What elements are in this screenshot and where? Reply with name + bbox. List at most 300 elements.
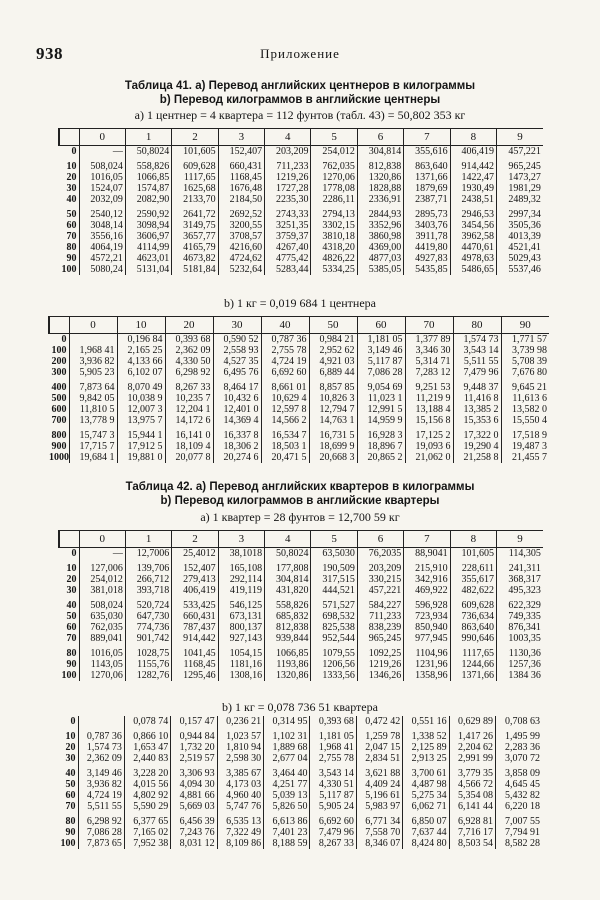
table-cell: 7,716 17 xyxy=(449,827,495,838)
table-cell: 152,407 xyxy=(172,559,218,574)
table-cell: 444,521 xyxy=(311,585,357,596)
table-cell: 5334,25 xyxy=(311,264,357,275)
column-header: 3 xyxy=(218,129,264,146)
table-cell: 5435,85 xyxy=(404,264,450,275)
table-cell: — xyxy=(79,548,125,560)
table-cell: 4,330 50 xyxy=(165,356,213,367)
table-cell: 952,544 xyxy=(311,633,357,644)
table-cell: 5385,05 xyxy=(357,264,403,275)
table-cell: 3,543 14 xyxy=(453,345,501,356)
table-cell: 6,928 81 xyxy=(449,812,495,827)
table-cell: 9,251 53 xyxy=(405,378,453,393)
table-cell: 2692,52 xyxy=(218,205,264,220)
table-cell: 8,267 33 xyxy=(310,838,356,849)
table-cell: 1,102 31 xyxy=(264,727,310,742)
table-cell: 4,724 19 xyxy=(261,356,309,367)
table-cell: 1041,45 xyxy=(172,644,218,659)
table-cell: 3,739 98 xyxy=(501,345,549,356)
table-cell: 50,8024 xyxy=(125,146,171,158)
table-cell: 50,8024 xyxy=(265,548,311,560)
table-cell: 914,442 xyxy=(172,633,218,644)
table-cell: 3098,94 xyxy=(125,220,171,231)
table-cell: 2540,12 xyxy=(79,205,125,220)
table-row xyxy=(58,827,542,838)
table-cell: 2641,72 xyxy=(172,205,218,220)
table-cell: 368,317 xyxy=(497,574,543,585)
table-cell: 1092,25 xyxy=(357,644,403,659)
table-row xyxy=(49,426,549,441)
table-row xyxy=(49,441,549,452)
table-cell: 10,826 3 xyxy=(309,393,357,404)
table-cell: 1,338 52 xyxy=(403,727,449,742)
table-cell: 14,959 9 xyxy=(357,415,405,426)
table-cell: 25,4012 xyxy=(172,548,218,560)
column-header: 40 xyxy=(261,317,309,334)
table-cell: 4927,83 xyxy=(404,253,450,264)
table-cell: 3251,35 xyxy=(265,220,311,231)
column-header: 0 xyxy=(79,531,125,548)
table-cell: 19,881 0 xyxy=(117,452,165,463)
table-cell: 1066,85 xyxy=(125,172,171,183)
column-header: 9 xyxy=(497,531,543,548)
table-cell: 5029,43 xyxy=(497,253,543,264)
table-cell: 1422,47 xyxy=(450,172,496,183)
table-cell: 0,944 84 xyxy=(171,727,217,742)
table-cell: 876,341 xyxy=(497,622,543,633)
table-cell: 1143,05 xyxy=(79,659,125,670)
table-cell: 63,5030 xyxy=(311,548,357,560)
row-label: 90 xyxy=(58,827,78,838)
table-cell: 673,131 xyxy=(218,611,264,622)
table-cell: 2133,70 xyxy=(172,194,218,205)
row-label: 500 xyxy=(49,393,69,404)
table-cell: 4064,19 xyxy=(79,242,125,253)
table-cell: 1,377 89 xyxy=(405,334,453,346)
column-header: 5 xyxy=(311,129,357,146)
column-header: 1 xyxy=(125,129,171,146)
table-cell: 215,910 xyxy=(404,559,450,574)
table-cell: 482,622 xyxy=(450,585,496,596)
table-cell: 17,715 7 xyxy=(69,441,117,452)
row-label: 60 xyxy=(59,622,79,633)
row-label: 90 xyxy=(59,659,79,670)
table-row xyxy=(59,644,543,659)
table-cell: 660,431 xyxy=(218,157,264,172)
table-cell: 10,038 9 xyxy=(117,393,165,404)
table-cell: 1371,66 xyxy=(450,670,496,681)
table-row xyxy=(58,727,542,742)
table-cell: 3911,78 xyxy=(404,231,450,242)
table-cell: 3,149 46 xyxy=(357,345,405,356)
table-cell: 457,221 xyxy=(357,585,403,596)
table-cell: 1155,76 xyxy=(125,659,171,670)
table-cell: 8,582 28 xyxy=(496,838,542,849)
header-row xyxy=(49,317,549,334)
table-cell: 1282,76 xyxy=(125,670,171,681)
table-cell: 1117,65 xyxy=(172,172,218,183)
table-cell: 6,692 60 xyxy=(310,812,356,827)
table-cell: 19,684 1 xyxy=(69,452,117,463)
table-cell: 7,283 12 xyxy=(405,367,453,378)
table-cell: 2,755 78 xyxy=(310,753,356,764)
table-cell: 17,322 0 xyxy=(453,426,501,441)
table-cell: 2,519 57 xyxy=(171,753,217,764)
table-cell: 4,251 77 xyxy=(264,779,310,790)
table-cell: 8,188 59 xyxy=(264,838,310,849)
column-header: 6 xyxy=(357,129,403,146)
table-cell: 114,305 xyxy=(497,548,543,560)
table-cell: 1308,16 xyxy=(218,670,264,681)
table-cell: 20,865 2 xyxy=(357,452,405,463)
table-cell: 16,337 8 xyxy=(213,426,261,441)
table-cell: 279,413 xyxy=(172,574,218,585)
table-cell: 1231,96 xyxy=(404,659,450,670)
table-cell: 1524,07 xyxy=(79,183,125,194)
table-cell: 1981,29 xyxy=(497,183,543,194)
row-label: 0 xyxy=(59,548,79,560)
row-label: 100 xyxy=(58,838,78,849)
table-cell: 736,634 xyxy=(450,611,496,622)
table-cell: 11,219 9 xyxy=(405,393,453,404)
table-cell: 11,023 1 xyxy=(357,393,405,404)
table-row xyxy=(58,779,542,790)
table-cell: 5,669 03 xyxy=(171,801,217,812)
table-cell: 7,086 28 xyxy=(78,827,124,838)
table-cell: 4724,62 xyxy=(218,253,264,264)
table-cell: 21,455 7 xyxy=(501,452,549,463)
table-cell: 18,699 9 xyxy=(309,441,357,452)
table-cell: 9,054 69 xyxy=(357,378,405,393)
table-cell: 1,889 68 xyxy=(264,742,310,753)
table-cell: 533,425 xyxy=(172,596,218,611)
row-label: 70 xyxy=(59,633,79,644)
table-cell: 812,838 xyxy=(357,157,403,172)
table-cell: 254,012 xyxy=(79,574,125,585)
table-cell: 8,661 01 xyxy=(261,378,309,393)
table-row xyxy=(49,334,549,346)
table-cell: 12,991 5 xyxy=(357,404,405,415)
header-row xyxy=(59,531,543,548)
table-cell: 5,826 50 xyxy=(264,801,310,812)
table-cell: 5,354 08 xyxy=(449,790,495,801)
table-cell: 6,141 44 xyxy=(449,801,495,812)
table-cell: 317,515 xyxy=(311,574,357,585)
table-cell: 203,209 xyxy=(265,146,311,158)
page-number: 938 xyxy=(36,44,63,63)
table-cell: 4013,39 xyxy=(497,231,543,242)
table-row xyxy=(59,670,543,681)
table-cell: 8,424 80 xyxy=(403,838,449,849)
table-cell xyxy=(78,716,124,727)
table-cell: 5,117 87 xyxy=(310,790,356,801)
table-cell: 266,712 xyxy=(125,574,171,585)
table-cell: 1879,69 xyxy=(404,183,450,194)
table-cell: 13,582 0 xyxy=(501,404,549,415)
table-cell: 4,487 98 xyxy=(403,779,449,790)
table-cell: 14,172 6 xyxy=(165,415,213,426)
table-cell: 2946,53 xyxy=(450,205,496,220)
table-cell: 13,975 7 xyxy=(117,415,165,426)
row-label: 50 xyxy=(58,779,78,790)
table-cell: 2,362 09 xyxy=(165,345,213,356)
table-cell: 241,311 xyxy=(497,559,543,574)
table-cell: 5,590 29 xyxy=(124,801,170,812)
table-cell: 1168,45 xyxy=(218,172,264,183)
table-cell: 2,440 83 xyxy=(124,753,170,764)
row-label: 10 xyxy=(59,559,79,574)
table-row xyxy=(49,378,549,393)
table-42a-caption: a) 1 квартер = 28 фунтов = 12,700 59 кг xyxy=(200,510,400,524)
table-cell: 381,018 xyxy=(79,585,125,596)
table-cell: 177,808 xyxy=(265,559,311,574)
table-row xyxy=(58,753,542,764)
table-cell: 1727,28 xyxy=(265,183,311,194)
table-cell: 2235,30 xyxy=(265,194,311,205)
table-cell: 5283,44 xyxy=(265,264,311,275)
table-cell: 927,143 xyxy=(218,633,264,644)
row-label: 20 xyxy=(58,742,78,753)
row-label: 80 xyxy=(59,242,79,253)
table-cell: 2032,09 xyxy=(79,194,125,205)
table-cell: 5,708 39 xyxy=(501,356,549,367)
table-cell: 393,718 xyxy=(125,585,171,596)
table-cell: 3,621 88 xyxy=(356,764,402,779)
table-cell: 1320,86 xyxy=(265,670,311,681)
table-cell: 8,857 85 xyxy=(309,378,357,393)
table-cell: 1930,49 xyxy=(450,183,496,194)
table-row xyxy=(59,585,543,596)
table-cell: 660,431 xyxy=(172,611,218,622)
table-cell: 3454,56 xyxy=(450,220,496,231)
table-cell: 4,409 24 xyxy=(356,779,402,790)
table-cell: 4775,42 xyxy=(265,253,311,264)
table-cell: 13,778 9 xyxy=(69,415,117,426)
table-cell: 5,432 82 xyxy=(496,790,542,801)
table-cell: 5,747 76 xyxy=(217,801,263,812)
table-cell: 7,479 96 xyxy=(310,827,356,838)
table-cell: 939,844 xyxy=(265,633,311,644)
table-cell: 1,259 78 xyxy=(356,727,402,742)
table-cell xyxy=(69,334,117,346)
table-cell: 0,196 84 xyxy=(117,334,165,346)
page-header: Приложение xyxy=(260,46,340,61)
table-cell: 622,329 xyxy=(497,596,543,611)
table-cell: 15,550 4 xyxy=(501,415,549,426)
table-cell: 5,905 24 xyxy=(310,801,356,812)
table-row xyxy=(59,596,543,611)
table-cell: 304,814 xyxy=(357,146,403,158)
table-row xyxy=(58,716,542,727)
table-cell: 4877,03 xyxy=(357,253,403,264)
table-cell: 0,866 10 xyxy=(124,727,170,742)
table-cell: 1,732 20 xyxy=(171,742,217,753)
table-cell: 609,628 xyxy=(172,157,218,172)
table-cell: 7,558 70 xyxy=(356,827,402,838)
table-cell: 2,834 51 xyxy=(356,753,402,764)
table-cell: 1054,15 xyxy=(218,644,264,659)
row-label: 400 xyxy=(49,378,69,393)
table-cell: 0,236 21 xyxy=(217,716,263,727)
table-cell: 3505,36 xyxy=(497,220,543,231)
table-row xyxy=(59,559,543,574)
table-cell: 1016,05 xyxy=(79,644,125,659)
table-cell: 1,181 05 xyxy=(357,334,405,346)
table-cell: 3,306 93 xyxy=(171,764,217,779)
table-cell: 0,157 47 xyxy=(171,716,217,727)
row-label: 50 xyxy=(59,611,79,622)
table-cell: 8,503 54 xyxy=(449,838,495,849)
table-cell: 16,731 5 xyxy=(309,426,357,441)
table-cell: 7,401 23 xyxy=(264,827,310,838)
table-cell: 431,820 xyxy=(265,585,311,596)
table-cell: 762,035 xyxy=(79,622,125,633)
row-label: 80 xyxy=(58,812,78,827)
row-label: 200 xyxy=(49,356,69,367)
table-cell: 4,566 72 xyxy=(449,779,495,790)
table-cell: 6,298 92 xyxy=(78,812,124,827)
table-cell: 16,141 0 xyxy=(165,426,213,441)
table-cell: 10,235 7 xyxy=(165,393,213,404)
table-cell: 3352,96 xyxy=(357,220,403,231)
table-cell: 6,456 39 xyxy=(171,812,217,827)
table-cell: 1,653 47 xyxy=(124,742,170,753)
column-header: 2 xyxy=(172,531,218,548)
row-label: 30 xyxy=(59,183,79,194)
table-cell: 6,377 65 xyxy=(124,812,170,827)
table-cell: 6,692 60 xyxy=(261,367,309,378)
table-cell: 1473,27 xyxy=(497,172,543,183)
table-41-subtitle-b: b) Перевод килограммов в английские центнеры xyxy=(159,94,441,106)
table-cell: 6,850 07 xyxy=(403,812,449,827)
table-cell: 1219,26 xyxy=(357,659,403,670)
table-cell: 1,417 26 xyxy=(449,727,495,742)
table-cell: 4572,21 xyxy=(79,253,125,264)
row-label: 40 xyxy=(59,194,79,205)
column-header: 10 xyxy=(117,317,165,334)
table-cell: 101,605 xyxy=(172,146,218,158)
column-header: 7 xyxy=(404,531,450,548)
table-cell: 2,204 62 xyxy=(449,742,495,753)
row-label: 90 xyxy=(59,253,79,264)
table-cell: 228,611 xyxy=(450,559,496,574)
column-header: 1 xyxy=(125,531,171,548)
table-cell: 19,487 3 xyxy=(501,441,549,452)
table-cell: 18,503 1 xyxy=(261,441,309,452)
row-label: 900 xyxy=(49,441,69,452)
table-cell: 3048,14 xyxy=(79,220,125,231)
column-header: 60 xyxy=(357,317,405,334)
row-label: 100 xyxy=(59,670,79,681)
table-cell: 2997,34 xyxy=(497,205,543,220)
table-cell: 558,826 xyxy=(265,596,311,611)
table-row xyxy=(59,205,543,220)
column-header: 4 xyxy=(265,531,311,548)
table-cell: 21,062 0 xyxy=(405,452,453,463)
table-cell: 6,613 86 xyxy=(264,812,310,827)
table-42a xyxy=(58,530,543,681)
table-cell: 2,952 62 xyxy=(309,345,357,356)
table-cell: 558,826 xyxy=(125,157,171,172)
table-row xyxy=(49,356,549,367)
table-cell: 2,125 89 xyxy=(403,742,449,753)
table-42b-caption: b) 1 кг = 0,078 736 51 квартера xyxy=(222,700,378,714)
table-cell: 17,518 9 xyxy=(501,426,549,441)
table-cell: 2,755 78 xyxy=(261,345,309,356)
table-cell: 457,221 xyxy=(497,146,543,158)
column-header: 9 xyxy=(497,129,543,146)
table-cell: 15,156 8 xyxy=(405,415,453,426)
table-cell: 254,012 xyxy=(311,146,357,158)
table-cell: 406,419 xyxy=(450,146,496,158)
table-row xyxy=(49,415,549,426)
table-cell: 0,787 36 xyxy=(78,727,124,742)
table-cell: 1066,85 xyxy=(265,644,311,659)
table-cell: 990,646 xyxy=(450,633,496,644)
table-cell: 4470,61 xyxy=(450,242,496,253)
table-cell: 7,243 76 xyxy=(171,827,217,838)
table-cell: 546,125 xyxy=(218,596,264,611)
table-cell: 12,7006 xyxy=(125,548,171,560)
table-cell: 3,700 61 xyxy=(403,764,449,779)
table-cell: 889,041 xyxy=(79,633,125,644)
table-cell: 1371,66 xyxy=(404,172,450,183)
table-cell: 0,708 63 xyxy=(496,716,542,727)
table-cell: 330,215 xyxy=(357,574,403,585)
table-cell: 1,771 57 xyxy=(501,334,549,346)
row-label: 30 xyxy=(58,753,78,764)
table-cell: 825,538 xyxy=(311,622,357,633)
table-cell: 3962,58 xyxy=(450,231,496,242)
table-cell: 14,763 1 xyxy=(309,415,357,426)
table-cell: 0,314 95 xyxy=(264,716,310,727)
table-cell: 2489,32 xyxy=(497,194,543,205)
table-cell: 5,314 71 xyxy=(405,356,453,367)
table-cell: 11,810 5 xyxy=(69,404,117,415)
table-cell: 1,968 41 xyxy=(69,345,117,356)
table-cell: 5080,24 xyxy=(79,264,125,275)
table-cell: 4673,82 xyxy=(172,253,218,264)
table-cell: 6,102 07 xyxy=(117,367,165,378)
table-cell: 342,916 xyxy=(404,574,450,585)
row-label: 0 xyxy=(49,334,69,346)
table-cell: 0,787 36 xyxy=(261,334,309,346)
table-cell: 9,645 21 xyxy=(501,378,549,393)
table-row xyxy=(59,242,543,253)
table-cell: 5131,04 xyxy=(125,264,171,275)
table-cell: 749,335 xyxy=(497,611,543,622)
table-cell: 5,511 55 xyxy=(78,801,124,812)
table-cell: 7,086 28 xyxy=(357,367,405,378)
table-cell: 2,677 04 xyxy=(264,753,310,764)
table-row xyxy=(59,253,543,264)
row-label: 700 xyxy=(49,415,69,426)
table-cell: 965,245 xyxy=(497,157,543,172)
table-cell: 1193,86 xyxy=(265,659,311,670)
row-label: 20 xyxy=(59,574,79,585)
table-cell: 1270,06 xyxy=(311,172,357,183)
table-cell: 3556,16 xyxy=(79,231,125,242)
table-cell: 2,165 25 xyxy=(117,345,165,356)
column-header: 8 xyxy=(450,531,496,548)
table-cell: 774,736 xyxy=(125,622,171,633)
table-cell: 14,369 4 xyxy=(213,415,261,426)
table-cell: 6,535 13 xyxy=(217,812,263,827)
row-label: 70 xyxy=(58,801,78,812)
table-cell: 2743,33 xyxy=(265,205,311,220)
table-cell: 787,437 xyxy=(172,622,218,633)
column-header: 6 xyxy=(357,531,403,548)
table-cell: 1384 36 xyxy=(497,670,543,681)
